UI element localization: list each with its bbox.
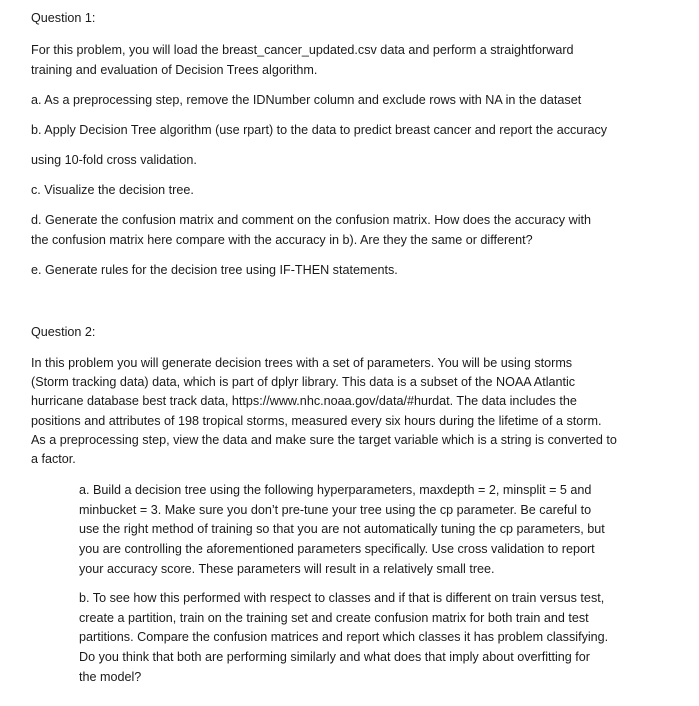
question-1-part-b-continued: using 10-fold cross validation. (31, 153, 197, 167)
text-line: (Storm tracking data) data, which is part of dplyr library. This data is a subset of the NOAA Atlantic (31, 375, 576, 390)
text-line: the confusion matrix here compare with the accuracy in b). Are they the same or different? (31, 233, 533, 247)
question-1-part-a: a. As a preprocessing step, remove the IDNumber column and exclude rows with NA in the dataset (31, 93, 582, 107)
text-line: Do you think that both are performing similarly and what does that imply about overfitting for (79, 649, 591, 664)
question-1-heading: Question 1: (31, 11, 96, 25)
text-line: minbucket = 3. Make sure you don’t pre-tune your tree using the cp parameter. Be careful to (79, 502, 592, 517)
text-line: the model? (79, 669, 142, 684)
text-line: a factor. (31, 452, 76, 467)
text-line: positions and attributes of 198 tropical storms, measured every six hours during the lifetime of a storm. (31, 413, 602, 428)
text-line: hurricane database best track data, https://www.nhc.noaa.gov/data/#hurdat. The data includes the (31, 394, 577, 409)
text-line: you are controlling the aforementioned parameters specifically. Use cross validation to report (79, 542, 595, 556)
question-1 (31, 8, 671, 280)
document-body (31, 8, 671, 687)
text-line: In this problem you will generate decision trees with a set of parameters. You will be using storms (31, 356, 573, 370)
question-1-part-b: b. Apply Decision Tree algorithm (use rpart) to the data to predict breast cancer and report the accuracy (31, 123, 608, 137)
text-line: use the right method of training so that you are not automatically tuning the cp parameters, but (79, 522, 605, 537)
question-1-part-c: c. Visualize the decision tree. (31, 183, 194, 197)
text-line: As a preprocessing step, view the data and make sure the target variable which is a string is converted to (31, 432, 617, 447)
question-2-part-a (79, 481, 664, 579)
text-line: For this problem, you will load the breast_cancer_updated.csv data and perform a straightforward (31, 43, 574, 57)
question-2-intro (31, 354, 671, 469)
text-line: your accuracy score. These parameters will result in a relatively small tree. (79, 561, 495, 576)
question-1-intro (31, 40, 671, 80)
question-1-part-d (31, 210, 671, 250)
text-line: a. Build a decision tree using the following hyperparameters, maxdepth = 2, minsplit = 5 and (79, 483, 592, 498)
question-2-heading: Question 2: (31, 325, 96, 339)
question-2-part-b (79, 589, 664, 687)
question-1-part-e: e. Generate rules for the decision tree using IF-THEN statements. (31, 263, 398, 277)
text-line: d. Generate the confusion matrix and comment on the confusion matrix. How does the accuracy with (31, 213, 592, 227)
text-line: create a partition, train on the training set and create confusion matrix for both train and test (79, 610, 589, 625)
question-2 (31, 322, 671, 687)
text-line: b. To see how this performed with respect to classes and if that is different on train versus test, (79, 591, 605, 606)
text-line: partitions. Compare the confusion matrices and report which classes it has problem classifying. (79, 630, 609, 645)
text-line: training and evaluation of Decision Trees algorithm. (31, 63, 318, 77)
